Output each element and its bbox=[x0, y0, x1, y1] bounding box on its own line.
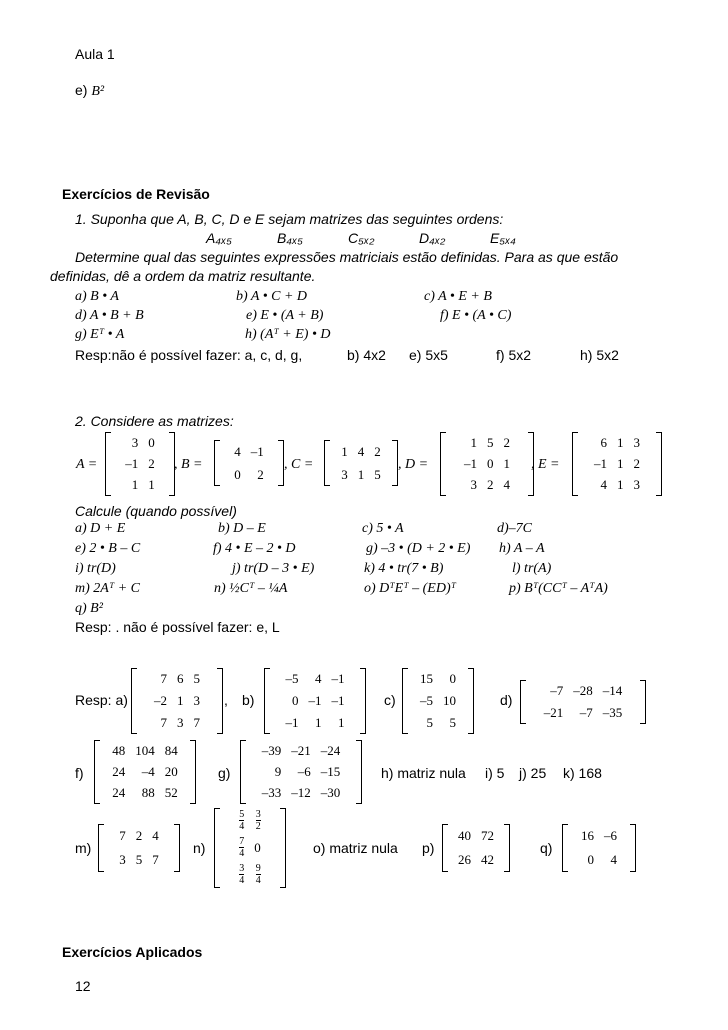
matrix-cell: $\frac{3}{2}$ bbox=[255, 809, 261, 833]
matrix-cell: 2 bbox=[257, 466, 264, 482]
q2-a: a) D + E bbox=[75, 521, 126, 536]
matrix-cell: 1 bbox=[470, 434, 477, 450]
matrix-cell: 2 bbox=[374, 443, 381, 459]
matrix-cell: –39 bbox=[261, 742, 282, 758]
ans-label-m: m) bbox=[75, 840, 92, 856]
matrix-cell: –7 bbox=[579, 705, 593, 720]
lesson-title: Aula 1 bbox=[75, 46, 115, 62]
q1-resp: Resp:não é possível fazer: a, c, d, g, bbox=[75, 347, 303, 363]
q2-o: o) DᵀEᵀ – (ED)ᵀ bbox=[364, 581, 457, 596]
matrix-cell: –30 bbox=[320, 785, 341, 801]
answer-matrix-c bbox=[402, 668, 474, 734]
label-D: , D = bbox=[398, 457, 429, 472]
matrix-cell: $\frac{9}{4}$ bbox=[255, 862, 261, 886]
matrix-cell: 2 bbox=[148, 455, 155, 471]
matrix-cell: –1 bbox=[331, 671, 345, 686]
ans-comma: , bbox=[224, 692, 228, 708]
q2-h: h) A – A bbox=[499, 541, 545, 556]
matrix-cell: 26 bbox=[458, 852, 471, 867]
matrix-cell: 1 bbox=[177, 693, 184, 708]
ans-o: o) matriz nula bbox=[313, 840, 398, 856]
matrix-cell: –21 bbox=[291, 742, 311, 758]
matrix-cell: 15 bbox=[420, 671, 433, 686]
matrix-cell: 4 bbox=[503, 477, 510, 493]
matrix-cell: 7 bbox=[193, 715, 200, 730]
matrix-cell: 0 bbox=[587, 852, 594, 867]
matrix-cell: 48 bbox=[112, 742, 126, 758]
matrix-cell: 7 bbox=[119, 828, 126, 843]
matrix-cell: $\frac{5}{4}$ bbox=[239, 809, 245, 833]
q2-b: b) D – E bbox=[218, 521, 266, 536]
matrix-cell: –6 bbox=[297, 763, 311, 779]
matrix-cell: –7 bbox=[550, 683, 564, 698]
answer-matrix-g bbox=[240, 740, 362, 804]
matrix-cell: 4 bbox=[315, 671, 322, 686]
matrix-cell: 24 bbox=[112, 763, 126, 779]
q2-p: p) Bᵀ(CCᵀ – AᵀA) bbox=[509, 581, 608, 596]
q1-resp-f: f) 5x2 bbox=[496, 347, 532, 363]
matrix-cell: 3 bbox=[193, 693, 200, 708]
matrix-cell: 4 bbox=[600, 477, 607, 493]
matrix-cell: 3 bbox=[341, 466, 348, 482]
ans-label-c: c) bbox=[384, 692, 396, 708]
matrix-cell: 0 bbox=[148, 434, 155, 450]
q2-resp-note: Resp: . não é possível fazer: e, L bbox=[75, 619, 280, 635]
ans-h: h) matriz nula bbox=[381, 765, 466, 781]
order-d: D₄ₓ₂ bbox=[419, 230, 446, 246]
q2-k: k) 4 • tr(7 • B) bbox=[364, 561, 444, 576]
matrix-cell: –2 bbox=[154, 693, 167, 708]
matrix-cell: 6 bbox=[600, 434, 607, 450]
matrix-cell: 2 bbox=[503, 434, 510, 450]
matrix-cell: 2 bbox=[633, 455, 640, 471]
ans-label-b: b) bbox=[242, 692, 255, 708]
ans-label-g: g) bbox=[218, 765, 231, 781]
label-E: , E = bbox=[531, 457, 560, 472]
answer-matrix-m bbox=[98, 824, 180, 872]
matrix-cell: 5 bbox=[135, 852, 143, 867]
ans-label-n: n) bbox=[193, 840, 206, 856]
matrix-cell: 1 bbox=[131, 477, 139, 493]
q2-intro: 2. Considere as matrizes: bbox=[75, 413, 234, 429]
matrix-cell: 20 bbox=[164, 763, 178, 779]
order-c: C₅ₓ₂ bbox=[348, 230, 375, 246]
q2-i: i) tr(D) bbox=[75, 561, 116, 576]
matrix-cell: 1 bbox=[617, 455, 624, 471]
answer-matrix-b bbox=[264, 668, 366, 734]
ans-label-a: Resp: a) bbox=[75, 692, 128, 708]
matrix-cell: –1 bbox=[308, 693, 322, 708]
q2-c: c) 5 • A bbox=[362, 521, 404, 536]
label-C: , C = bbox=[284, 457, 314, 472]
q1-item-h: h) (Aᵀ + E) • D bbox=[245, 327, 331, 342]
matrix-cell: –5 bbox=[420, 693, 433, 708]
order-a: A₄ₓ₅ bbox=[206, 230, 232, 246]
matrix-cell: 3 bbox=[177, 715, 184, 730]
matrix-cell: 52 bbox=[164, 785, 178, 801]
ans-i: i) 5 bbox=[485, 765, 505, 781]
q1-item-a: a) B • A bbox=[75, 289, 119, 304]
answer-matrix-d bbox=[520, 680, 646, 724]
q2-calc: Calcule (quando possível) bbox=[75, 503, 237, 519]
matrix-cell: 4 bbox=[357, 443, 365, 459]
matrix-cell: 88 bbox=[141, 785, 155, 801]
order-e: E₅ₓ₄ bbox=[490, 230, 516, 246]
matrix-cell: –12 bbox=[291, 785, 311, 801]
matrix-cell: 4 bbox=[234, 443, 241, 459]
matrix-cell: 1 bbox=[617, 434, 624, 450]
matrix-D bbox=[440, 432, 534, 496]
matrix-B bbox=[214, 440, 284, 486]
matrix-cell: 0 bbox=[254, 839, 261, 855]
q2-d: d)–7C bbox=[497, 521, 532, 536]
answer-matrix-f bbox=[94, 740, 196, 804]
q2-j: j) tr(D – 3 • E) bbox=[232, 561, 315, 576]
matrix-cell: –35 bbox=[602, 705, 623, 720]
matrix-cell: 42 bbox=[481, 852, 494, 867]
ans-k: k) 168 bbox=[563, 765, 602, 781]
q2-l: l) tr(A) bbox=[512, 561, 552, 576]
matrix-cell: 3 bbox=[131, 434, 139, 450]
matrix-cell: 0 bbox=[449, 671, 456, 686]
matrix-cell: –6 bbox=[604, 828, 617, 843]
matrix-cell: $\frac{3}{4}$ bbox=[239, 862, 245, 886]
applied-title: Exercícios Aplicados bbox=[62, 944, 203, 960]
q1-item-f: f) E • (A • C) bbox=[440, 308, 512, 323]
matrix-cell: 5 bbox=[487, 434, 494, 450]
matrix-cell: 1 bbox=[338, 715, 345, 730]
answer-matrix-n bbox=[214, 808, 286, 888]
matrix-cell: 40 bbox=[458, 828, 471, 843]
q1-text-2: definidas, dê a ordem da matriz resultante. bbox=[50, 268, 316, 284]
matrix-cell: 2 bbox=[135, 828, 143, 843]
matrix-cell: 72 bbox=[481, 828, 494, 843]
matrix-cell: 0 bbox=[292, 693, 299, 708]
matrix-cell: 5 bbox=[193, 671, 200, 686]
answer-matrix-a bbox=[131, 668, 223, 734]
matrix-cell: 7 bbox=[152, 852, 159, 867]
matrix-cell: 5 bbox=[449, 715, 456, 730]
matrix-cell: 104 bbox=[135, 742, 155, 758]
matrix-cell: –24 bbox=[320, 742, 341, 758]
matrix-cell: –1 bbox=[285, 715, 299, 730]
matrix-cell: $\frac{7}{4}$ bbox=[239, 835, 245, 859]
matrix-cell: –4 bbox=[141, 763, 155, 779]
matrix-C bbox=[324, 440, 398, 486]
ans-label-q: q) bbox=[540, 840, 553, 856]
q2-f: f) 4 • E – 2 • D bbox=[213, 541, 296, 556]
matrix-cell: –33 bbox=[261, 785, 282, 801]
matrix-cell: 1 bbox=[503, 455, 510, 471]
matrix-cell: 6 bbox=[177, 671, 184, 686]
matrix-cell: –1 bbox=[250, 443, 264, 459]
q1-resp-e: e) 5x5 bbox=[409, 347, 448, 363]
matrix-cell: 2 bbox=[487, 477, 494, 493]
q1-intro: 1. Suponha que A, B, C, D e E sejam matrizes das seguintes ordens: bbox=[75, 211, 504, 227]
matrix-cell: 3 bbox=[119, 852, 126, 867]
matrix-cell: –5 bbox=[285, 671, 299, 686]
q2-m: m) 2Aᵀ + C bbox=[75, 581, 141, 596]
q2-n: n) ½Cᵀ – ¼A bbox=[214, 581, 288, 596]
matrix-cell: 1 bbox=[357, 466, 365, 482]
matrix-cell: 10 bbox=[443, 693, 456, 708]
matrix-cell: –14 bbox=[602, 683, 623, 698]
ans-j: j) 25 bbox=[519, 765, 547, 781]
answer-matrix-q bbox=[562, 824, 636, 872]
ans-label-d: d) bbox=[500, 692, 513, 708]
matrix-cell: 16 bbox=[581, 828, 594, 843]
matrix-cell: 5 bbox=[374, 466, 381, 482]
matrix-cell: 0 bbox=[234, 466, 241, 482]
q2-g: g) –3 • (D + 2 • E) bbox=[366, 541, 471, 556]
q2-e: e) 2 • B – C bbox=[75, 541, 141, 556]
matrix-cell: 4 bbox=[152, 828, 159, 843]
answer-matrix-p bbox=[442, 824, 510, 872]
matrix-cell: 3 bbox=[470, 477, 477, 493]
item-e: e) B² bbox=[75, 82, 105, 99]
q1-item-d: d) A • B + B bbox=[75, 308, 144, 323]
matrix-cell: –1 bbox=[331, 693, 345, 708]
matrix-cell: –15 bbox=[320, 763, 341, 779]
ans-label-f: f) bbox=[75, 765, 84, 781]
q1-item-c: c) A • E + B bbox=[424, 289, 492, 304]
matrix-cell: –21 bbox=[543, 705, 564, 720]
q1-text-1: Determine qual das seguintes expressões matriciais estão definidas. Para as que estão bbox=[75, 249, 619, 265]
matrix-cell: –1 bbox=[594, 455, 607, 471]
matrix-cell: 24 bbox=[112, 785, 126, 801]
q2-q: q) B² bbox=[75, 601, 103, 616]
matrix-cell: 1 bbox=[341, 443, 348, 459]
matrix-A bbox=[105, 432, 175, 496]
matrix-cell: 3 bbox=[633, 434, 640, 450]
matrix-cell: 84 bbox=[164, 742, 178, 758]
matrix-cell: 4 bbox=[610, 852, 617, 867]
q1-item-e: e) E • (A + B) bbox=[246, 308, 324, 323]
matrix-cell: 1 bbox=[148, 477, 155, 493]
matrix-cell: 3 bbox=[633, 477, 640, 493]
order-b: B₄ₓ₅ bbox=[277, 230, 303, 246]
page-number: 12 bbox=[75, 978, 91, 994]
matrix-cell: –1 bbox=[125, 455, 139, 471]
review-title: Exercícios de Revisão bbox=[62, 186, 210, 202]
label-A: A = bbox=[76, 457, 98, 472]
ans-label-p: p) bbox=[422, 840, 435, 856]
matrix-cell: 1 bbox=[315, 715, 322, 730]
matrix-cell: –1 bbox=[464, 455, 477, 471]
matrix-cell: 1 bbox=[617, 477, 624, 493]
matrix-cell: 7 bbox=[160, 715, 167, 730]
label-B: , B = bbox=[174, 457, 203, 472]
matrix-cell: 7 bbox=[160, 671, 167, 686]
q1-item-b: b) A • C + D bbox=[236, 289, 308, 304]
q1-resp-h: h) 5x2 bbox=[580, 347, 619, 363]
matrix-cell: 9 bbox=[274, 763, 282, 779]
q1-item-g: g) Eᵀ • A bbox=[75, 327, 125, 342]
matrix-cell: –28 bbox=[573, 683, 593, 698]
matrix-E bbox=[572, 432, 662, 496]
matrix-cell: 5 bbox=[426, 715, 433, 730]
q1-resp-b: b) 4x2 bbox=[347, 347, 386, 363]
matrix-cell: 0 bbox=[487, 455, 494, 471]
